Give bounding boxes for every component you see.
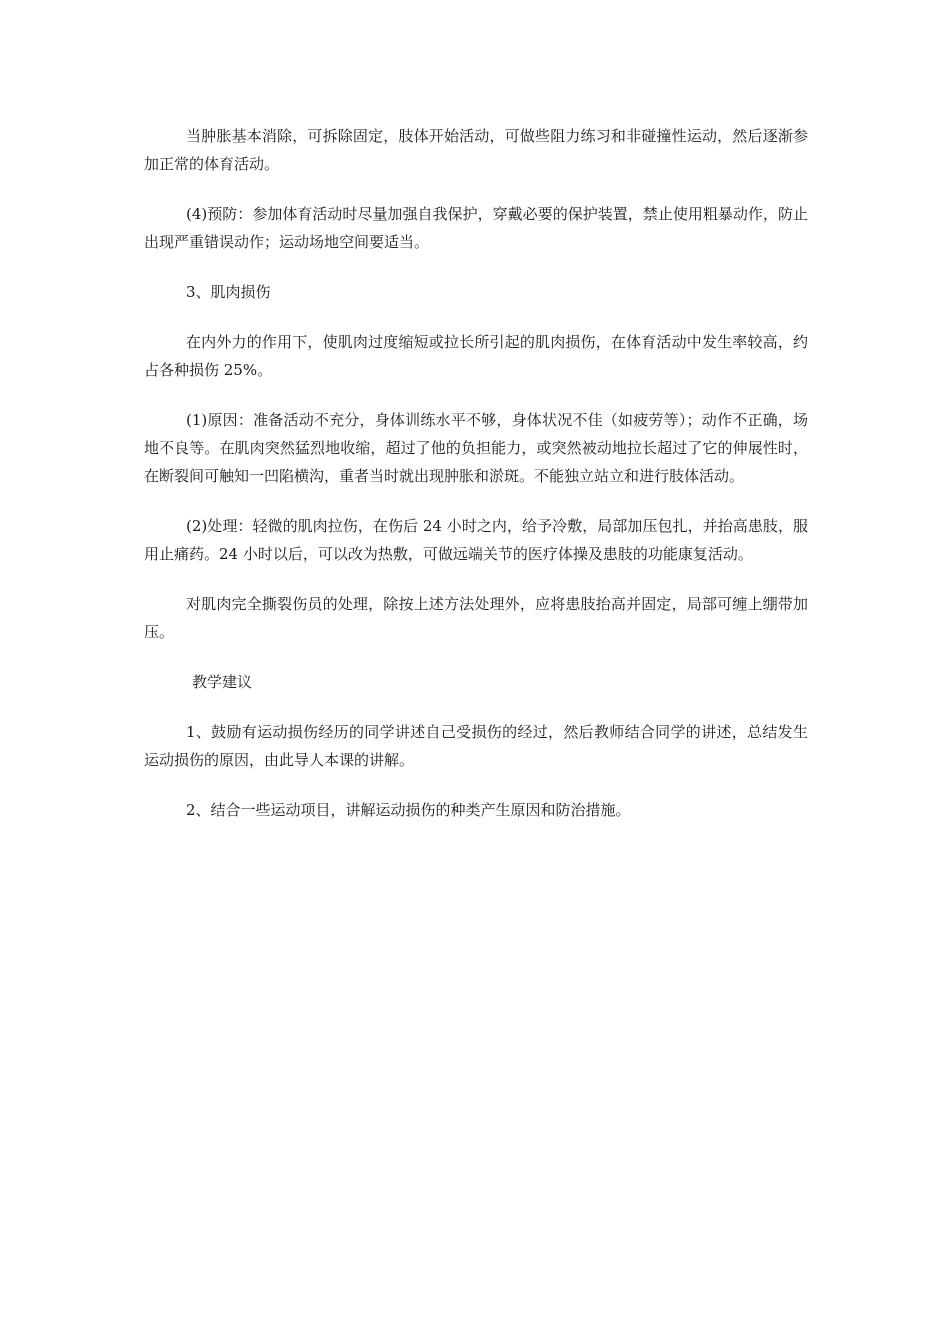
paragraph-suggestion-1: 1、鼓励有运动损伤经历的同学讲述自己受损伤的经过，然后教师结合同学的讲述，总结发生运动损伤的原因，由此导人本课的讲解。 (144, 723, 808, 769)
paragraph-causes: (1)原因：准备活动不充分，身体训练水平不够，身体状况不佳（如疲劳等）；动作不正确，场地不良等。在肌肉突然猛烈地收缩，超过了他的负担能力，或突然被动地拉长超过了它的伸展性时，在断裂间可触知一凹陷横沟，重者当时就出现肿胀和淤斑。不能独立站立和进行肢体活动。 (144, 411, 808, 485)
paragraph-complete-tear: 对肌肉完全撕裂伤员的处理，除按上述方法处理外，应将患肢抬高并固定，局部可缠上绷带加压。 (144, 595, 808, 641)
section-heading-muscle-injury: 3、肌肉损伤 (186, 283, 271, 301)
paragraph-muscle-injury-intro: 在内外力的作用下，使肌肉过度缩短或拉长所引起的肌肉损伤，在体育活动中发生率较高，约占各种损伤 25%。 (144, 333, 808, 379)
paragraph-treatment: (2)处理：轻微的肌肉拉伤，在伤后 24 小时之内，给予冷敷，局部加压包扎，并抬高患肢，服用止痛药。24 小时以后，可以改为热敷，可做远端关节的医疗体操及患肢的功能康复活动。 (144, 517, 808, 563)
paragraph-prevention: (4)预防：参加体育活动时尽量加强自我保护，穿戴必要的保护装置，禁止使用粗暴动作，防止出现严重错误动作；运动场地空间要适当。 (144, 205, 808, 251)
paragraph-suggestion-2: 2、结合一些运动项目，讲解运动损伤的种类产生原因和防治措施。 (186, 801, 631, 819)
section-heading-teaching-suggestions: 教学建议 (192, 673, 253, 691)
paragraph-swelling-recovery: 当肿胀基本消除，可拆除固定，肢体开始活动，可做些阻力练习和非碰撞性运动，然后逐渐参加正常的体育活动。 (144, 127, 808, 173)
document-body (144, 122, 808, 846)
